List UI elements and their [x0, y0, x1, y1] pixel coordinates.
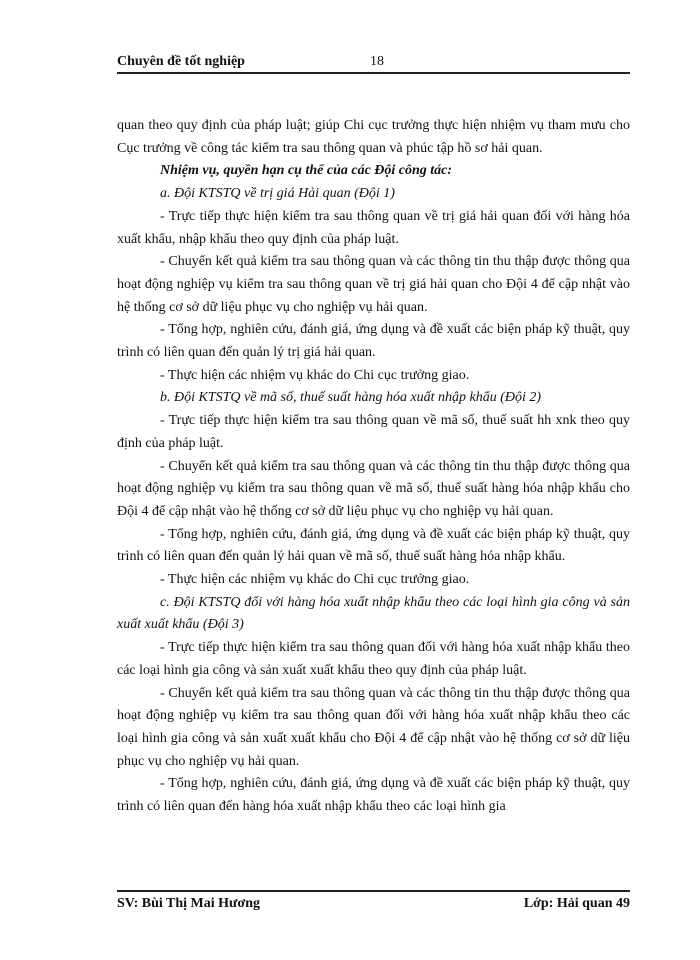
list-item: - Thực hiện các nhiệm vụ khác do Chi cục trưởng giao. — [160, 367, 470, 383]
list-item: - Thực hiện các nhiệm vụ khác do Chi cục trưởng giao. — [160, 572, 470, 588]
list-item: - Chuyển kết quả kiểm tra sau thông quan và các thông tin thu thập được thông qua hoạt động nghiệp vụ kiểm tra sau thông quan đối với hàng hóa xuất nhập khẩu theo các loại hình gia công và sản xuất xuất khẩu cho Đội 4 để cập nhật vào hệ thống cơ sở dữ liệu phục vụ cho nghiệp vụ hải quan. — [117, 685, 630, 769]
class-name: Lớp: Hải quan 49 — [523, 896, 630, 911]
document-body — [117, 115, 630, 819]
subheading-team-3: c. Đội KTSTQ đối với hàng hóa xuất nhập khẩu theo các loại hình gia công và sản xuất xuất khẩu (Đội 3) — [117, 594, 630, 633]
footer-divider — [117, 890, 630, 892]
list-item: - Tổng hợp, nghiên cứu, đánh giá, ứng dụng và đề xuất các biện pháp kỹ thuật, quy trình có liên quan đến quản lý hải quan về mã số, thuế suất hàng hóa nhập khẩu. — [117, 526, 630, 565]
page-number: 18 — [370, 54, 384, 69]
list-item: - Chuyển kết quả kiểm tra sau thông quan và các thông tin thu thập được thông qua hoạt động nghiệp vụ kiểm tra sau thông quan về mã số, thuế suất hàng hóa nhập khẩu cho Đội 4 để cập nhật vào hệ thống cơ sở dữ liệu phục vụ cho nghiệp vụ hải quan. — [117, 458, 630, 519]
list-item: - Trực tiếp thực hiện kiểm tra sau thông quan về trị giá hải quan đối với hàng hóa xuất khẩu, nhập khẩu theo quy định của pháp luật. — [117, 208, 630, 247]
list-item: - Trực tiếp thực hiện kiểm tra sau thông quan đối với hàng hóa xuất nhập khẩu theo các loại hình gia công và sản xuất xuất khẩu theo quy định của pháp luật. — [117, 640, 630, 678]
section-heading: Nhiệm vụ, quyền hạn cụ thể của các Đội công tác: — [160, 163, 453, 179]
list-item: - Tổng hợp, nghiên cứu, đánh giá, ứng dụng và đề xuất các biện pháp kỹ thuật, quy trình có liên quan đến hàng hóa xuất nhập khẩu theo các loại hình gia — [117, 776, 630, 815]
page-footer — [117, 896, 630, 918]
page-header — [117, 50, 630, 72]
list-item: - Tổng hợp, nghiên cứu, đánh giá, ứng dụng và đề xuất các biện pháp kỹ thuật, quy trình có liên quan đến quản lý trị giá hải quan. — [117, 322, 630, 361]
document-title: Chuyên đề tốt nghiệp — [117, 54, 245, 69]
paragraph-intro: quan theo quy định của pháp luật; giúp Chi cục trưởng thực hiện nhiệm vụ tham mưu cho Cục trưởng về công tác kiểm tra sau thông quan và phúc tập hồ sơ hải quan. — [117, 118, 630, 156]
student-name: SV: Bùi Thị Mai Hương — [117, 896, 260, 911]
subheading-team-2: b. Đội KTSTQ về mã số, thuế suất hàng hóa xuất nhập khẩu (Đội 2) — [160, 390, 542, 406]
list-item: - Chuyển kết quả kiểm tra sau thông quan và các thông tin thu thập được thông qua hoạt động nghiệp vụ kiểm tra sau thông quan về trị giá hải quan cho Đội 4 để cập nhật vào hệ thống cơ sở dữ liệu phục vụ cho nghiệp vụ hải quan. — [117, 254, 630, 315]
subheading-team-1: a. Đội KTSTQ về trị giá Hải quan (Đội 1) — [160, 186, 395, 202]
header-divider — [117, 72, 630, 74]
list-item: - Trực tiếp thực hiện kiểm tra sau thông quan về mã số, thuế suất hh xnk theo quy định của pháp luật. — [117, 413, 630, 451]
